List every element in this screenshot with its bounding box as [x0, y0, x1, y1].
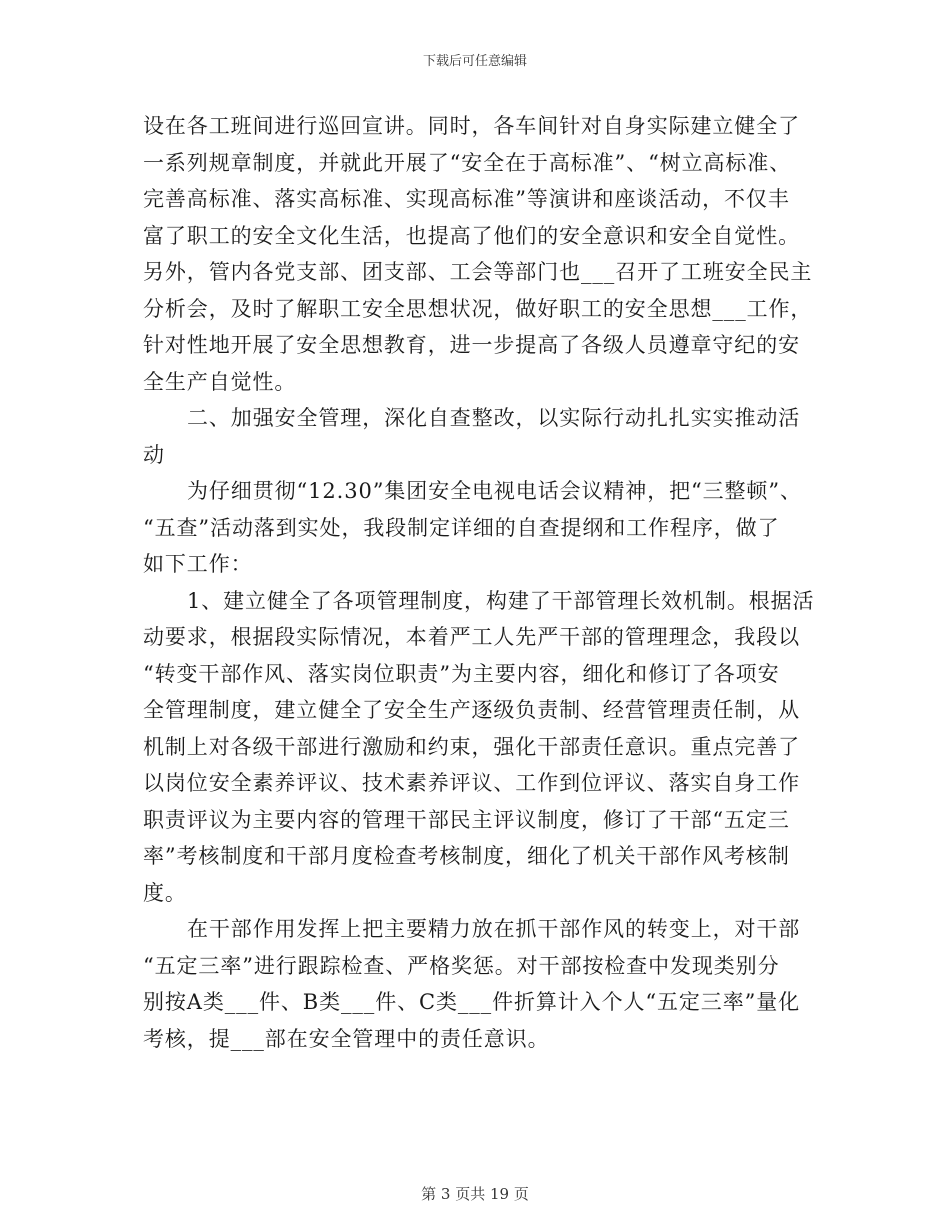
- text-line: “转变干部作风、落实岗位职责”为主要内容，细化和修订了各项安: [143, 661, 780, 686]
- text-line: 一系列规章制度，并就此开展了“安全在于高标准”、“树立高标准、: [143, 150, 792, 175]
- page-footer: 第 3 页共 19 页: [421, 1185, 529, 1203]
- text-line: “五查”活动落到实处，我段制定详细的自查提纲和工作程序，做了: [143, 515, 780, 540]
- text-line: 在干部作用发挥上把主要精力放在抓干部作风的转变上，对干部: [187, 917, 801, 941]
- text-line: 率”考核制度和干部月度检查考核制度，细化了机关干部作风考核制: [143, 844, 790, 868]
- text-line: 全管理制度，建立健全了安全生产逐级负责制、经营管理责任制，从: [143, 698, 800, 722]
- text-line: 富了职工的安全文化生活，也提高了他们的安全意识和安全自觉性。: [143, 223, 800, 248]
- text-line: 以岗位安全素养评议、技术素养评议、工作到位评议、落实自身工作: [143, 771, 800, 795]
- text-line: 度。: [143, 880, 187, 905]
- text-line: 如下工作：: [143, 552, 253, 576]
- text-line: “五定三率”进行跟踪检查、严格奖惩。对干部按检查中发现类别分: [143, 953, 780, 978]
- text-line: 分析会，及时了解职工安全思想状况，做好职工的安全思想___工作，: [143, 296, 813, 321]
- text-line: 动要求，根据段实际情况，本着严工人先严干部的管理理念，我段以: [143, 625, 800, 649]
- text-line: 为仔细贯彻“12.30”集团安全电视电话会议精神，把“三整顿”、: [187, 479, 802, 503]
- text-line: 完善高标准、落实高标准、实现高标准”等演讲和座谈活动，不仅丰: [143, 187, 790, 211]
- text-line: 动: [143, 442, 165, 467]
- text-line: 职责评议为主要内容的管理干部民主评议制度，修订了干部“五定三: [143, 807, 790, 832]
- text-line: 机制上对各级干部进行激励和约束，强化干部责任意识。重点完善了: [143, 734, 800, 759]
- text-line: 全生产自觉性。: [143, 369, 297, 394]
- document-body: [143, 108, 815, 1057]
- page-header: 下载后可任意编辑: [422, 54, 527, 69]
- text-line: 另外，管内各党支部、团支部、工会等部门也___召开了工班安全民主: [143, 260, 813, 284]
- text-line: 针对性地开展了安全思想教育，进一步提高了各级人员遵章守纪的安: [143, 333, 800, 357]
- text-line: 1、建立健全了各项管理制度，构建了干部管理长效机制。根据活: [187, 588, 815, 613]
- text-line: 设在各工班间进行巡回宣讲。同时，各车间针对自身实际建立健全了: [143, 114, 800, 138]
- text-line: 二、加强安全管理，深化自查整改，以实际行动扎扎实实推动活: [187, 406, 801, 430]
- text-line: 考核，提___部在安全管理中的责任意识。: [143, 1026, 550, 1051]
- text-line: 别按A类___件、B类___件、C类___件折算计入个人“五定三率”量化: [143, 990, 801, 1014]
